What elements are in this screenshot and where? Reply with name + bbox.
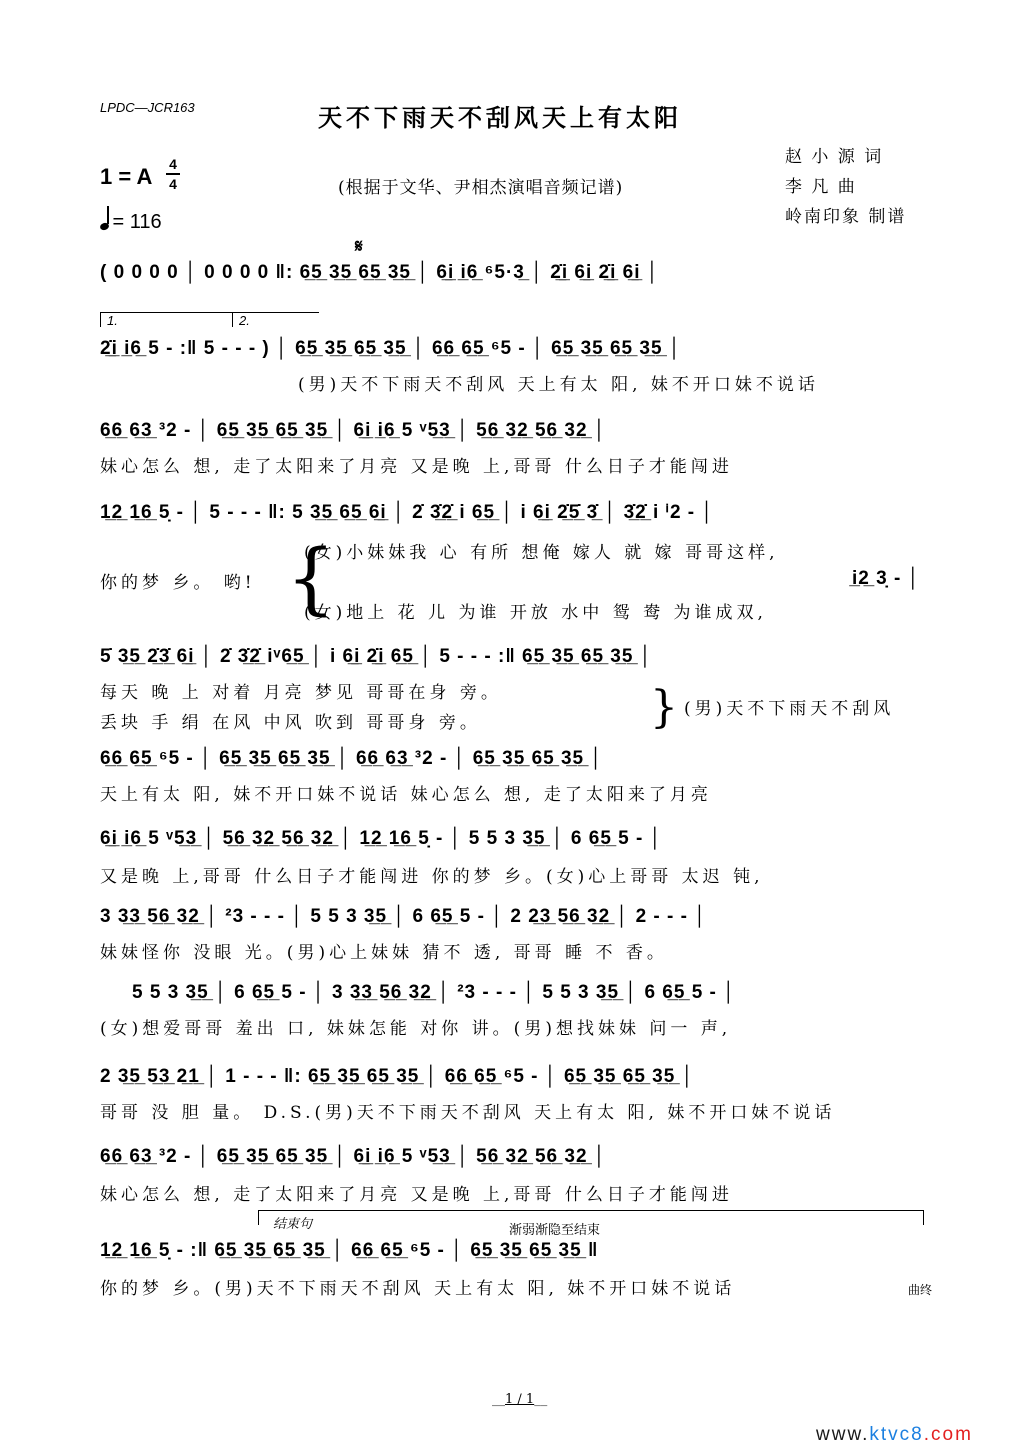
ending-bracket xyxy=(258,1210,924,1238)
ending-phrase-label: 结束句 xyxy=(273,1216,313,1231)
composer: 李 凡 曲 xyxy=(785,177,857,197)
lyric-row-8: 妹妹怪你 没眼 光。(男)心上妹妹 猜不 透, 哥哥 睡 不 香。 xyxy=(100,943,668,963)
lyric-row-5c: (男)天不下雨天不刮风 xyxy=(684,699,895,719)
lyric-female-verse-2: (女)地上 花 儿 为谁 开放 水中 鸳 鸯 为谁成双, xyxy=(304,603,767,623)
notation-row-11: 6̲6̲ 6̲3̲ ³2 - │ 6̲5̲ 3̲5̲ 6̲5̲ 3̲5̲ │ 6̲i̲ i̲6̲ 5 ᵛ5̲3̲ │ 5̲6̲ 3̲2̲ 5̲6̲ 3̲2̲ │ xyxy=(100,1146,607,1167)
fade-out-label: 渐弱渐隐至结束 xyxy=(509,1223,601,1238)
lyric-row-10: 哥哥 没 胆 量。 D.S.(男)天不下雨天不刮风 天上有太 阳, 妹不开口妹不说话 xyxy=(100,1103,836,1123)
lyric-row-9: (女)想爱哥哥 羞出 口, 妹妹怎能 对你 讲。(男)想找妹妹 问一 声, xyxy=(100,1019,732,1039)
arranger: 岭南印象 制谱 xyxy=(785,207,907,227)
score-code: LPDC—JCR163 xyxy=(100,100,195,115)
lyric-row-7: 又是晚 上,哥哥 什么日子才能闯进 你的梦 乡。(女)心上哥哥 太迟 钝, xyxy=(100,867,764,887)
watermark-suffix: .com xyxy=(923,1424,973,1445)
verse-pre-lyric: 你的梦 乡。 哟! xyxy=(100,573,256,593)
lyric-female-verse-1: (女)小妹妹我 心 有所 想俺 嫁人 就 嫁 哥哥这样, xyxy=(304,543,779,563)
credits xyxy=(785,142,906,232)
lyric-row-11: 妹心怎么 想, 走了太阳来了月亮 又是晚 上,哥哥 什么日子才能闯进 xyxy=(100,1185,733,1205)
subtitle: (根据于文华、尹相杰演唱音频记谱) xyxy=(338,178,624,198)
notation-row-7: 6̲i̲ i̲6̲ 5 ᵛ5̲3̲ │ 5̲6̲ 3̲2̲ 5̲6̲ 3̲2̲ │ 1̲2̲ 1̲6̲ 5̣ - │ 5 5 3 3̲5̲ │ 6 6̲5̲ 5 - │ xyxy=(100,828,663,849)
notation-row-1: ( 0 0 0 0 │ 0 0 0 0 ‖: 6̲5̲ 3̲5̲ 6̲5̲ 3̲5̲ │ 6̲i̲ i̲6̲ ⁶5·3̲ │ 2̲̇i̲ 6̲i̲ 2̲̇i̲ 6̲i̲ │ xyxy=(100,262,660,283)
volta-2: 2. xyxy=(232,312,319,327)
segno-sign: 𝄋 xyxy=(355,236,363,257)
lyric-row-3: 妹心怎么 想, 走了太阳来了月亮 又是晚 上,哥哥 什么日子才能闯进 xyxy=(100,457,733,477)
verse-brace: { xyxy=(286,534,336,624)
verse-end-brace: } xyxy=(650,682,678,733)
volta-1: 1. xyxy=(100,312,233,327)
time-signature xyxy=(166,156,180,192)
tempo-marking xyxy=(100,210,162,234)
notation-row-2: 2̲̇i̲ i̲6̲ 5 - :‖ 5 - - - ) │ 6̲5̲ 3̲5̲ 6̲5̲ 3̲5̲ │ 6̲6̲ 6̲5̲ ⁶5 - │ 6̲5̲ 3̲5̲ 6̲5̲ 3̲5̲ │ xyxy=(100,338,682,359)
song-title: 天不下雨天不刮风天上有太阳 xyxy=(318,103,682,132)
site-watermark xyxy=(816,1424,973,1446)
time-top: 4 xyxy=(169,156,177,172)
lyric-row-5b: 丢块 手 绢 在风 中风 吹到 哥哥身 旁。 xyxy=(100,713,481,733)
fine-marking: 曲终 xyxy=(908,1283,933,1297)
extra-notes: i̲2̲ 3̣ - │ xyxy=(852,568,921,589)
notation-row-5: 5̇ 3̲5̲ 2̲̇3̲̇ 6̲i̲ │ 2̇ 3̲̇2̲̇ iᵛ6̲5̲ │ i 6̲i̲ 2̲̇i̲ 6̲5̲ │ 5 - - - :‖ 6̲5̲ 3̲5̲ 6̲5̲ 3̲5̲ │ xyxy=(100,646,653,667)
lyric-row-12: 你的梦 乡。(男)天不下雨天不刮风 天上有太 阳, 妹不开口妹不说话 xyxy=(100,1279,736,1299)
lyricist: 赵 小 源 词 xyxy=(785,147,884,167)
page-number: __1 / 1__ xyxy=(492,1392,548,1407)
notation-row-3: 6̲6̲ 6̲3̲ ³2 - │ 6̲5̲ 3̲5̲ 6̲5̲ 3̲5̲ │ 6̲i̲ i̲6̲ 5 ᵛ5̲3̲ │ 5̲6̲ 3̲2̲ 5̲6̲ 3̲2̲ │ xyxy=(100,420,607,441)
notation-row-12: 1̲2̲ 1̲6̲ 5̣ - :‖ 6̲5̲ 3̲5̲ 6̲5̲ 3̲5̲ │ 6̲6̲ 6̲5̲ ⁶5 - │ 6̲5̲ 3̲5̲ 6̲5̲ 3̲5̲ ‖ xyxy=(100,1240,599,1261)
watermark-domain: ktvc8 xyxy=(869,1424,924,1445)
key-signature: 1 = A xyxy=(100,164,153,189)
notation-row-9: 5 5 3 3̲5̲ │ 6 6̲5̲ 5 - │ 3 3̲3̲ 5̲6̲ 3̲2̲ │ ²3 - - - │ 5 5 3 3̲5̲ │ 6 6̲5̲ 5 - │ xyxy=(132,982,737,1003)
notation-row-4: 1̲2̲ 1̲6̲ 5̣ - │ 5 - - - ‖: 5 3̲5̲ 6̲5̲ 6̲i̲ │ 2̇ 3̲̇2̲̇ i 6̲5̲ │ i 6̲i̲ 2̲̇5̲̇ 3̲̇ │ 3̲̇2̲̇ i ⁱ2 - │ xyxy=(100,502,715,523)
lyric-row-5a: 每天 晚 上 对着 月亮 梦见 哥哥在身 旁。 xyxy=(100,683,502,703)
lyric-row-2: (男)天不下雨天不刮风 天上有太 阳, 妹不开口妹不说话 xyxy=(298,375,819,395)
watermark-prefix: www. xyxy=(816,1424,870,1445)
notation-row-6: 6̲6̲ 6̲5̲ ⁶5 - │ 6̲5̲ 3̲5̲ 6̲5̲ 3̲5̲ │ 6̲6̲ 6̲3̲ ³2 - │ 6̲5̲ 3̲5̲ 6̲5̲ 3̲5̲ │ xyxy=(100,748,604,769)
lyric-row-6: 天上有太 阳, 妹不开口妹不说话 妹心怎么 想, 走了太阳来了月亮 xyxy=(100,785,712,805)
notation-row-8: 3 3̲3̲ 5̲6̲ 3̲2̲ │ ²3 - - - │ 5 5 3 3̲5̲ │ 6 6̲5̲ 5 - │ 2 2̲3̲ 5̲6̲ 3̲2̲ │ 2 - - - │ xyxy=(100,906,708,927)
time-bottom: 4 xyxy=(169,176,177,192)
tempo-value: = 116 xyxy=(112,211,162,233)
notation-row-10: 2 3̲5̲ 5̲3̲ 2̲1̲ │ 1 - - - ‖: 6̲5̲ 3̲5̲ 6̲5̲ 3̲5̲ │ 6̲6̲ 6̲5̲ ⁶5 - │ 6̲5̲ 3̲5̲ 6̲5̲ 3̲5̲ │ xyxy=(100,1066,695,1087)
